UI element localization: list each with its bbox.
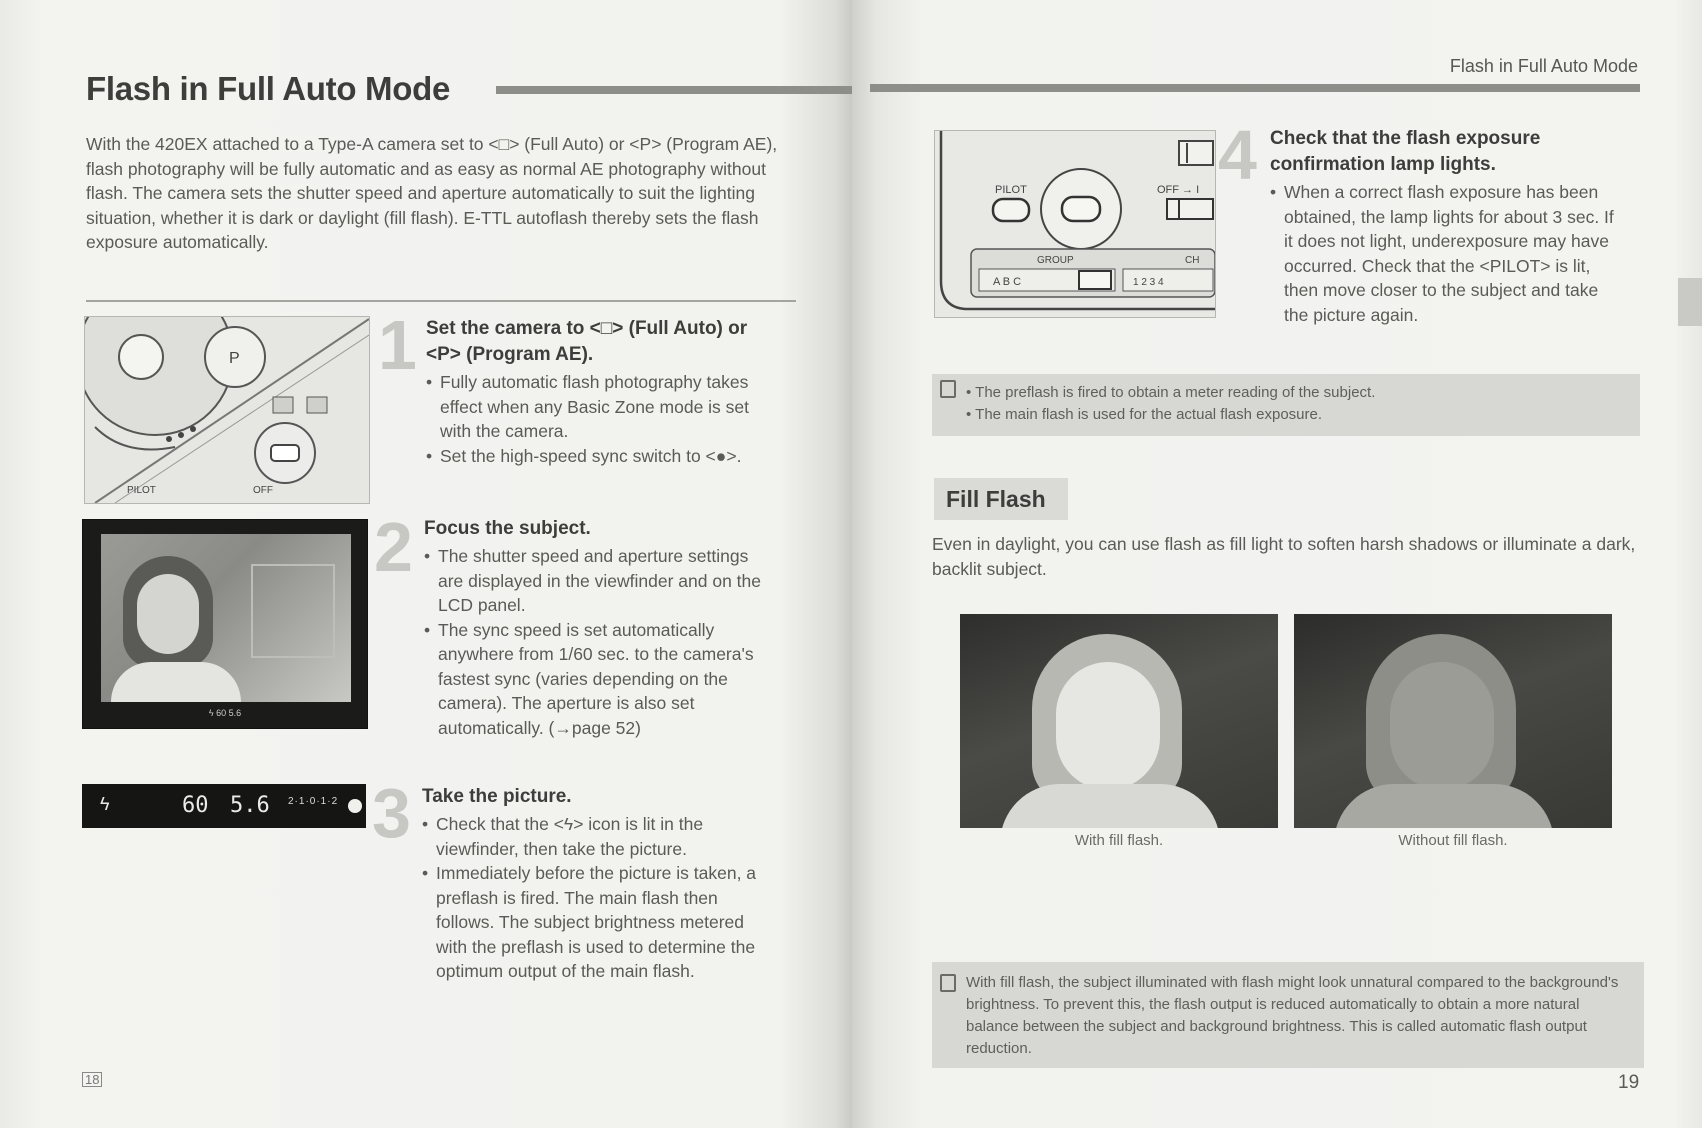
ch-label: CH [1185, 255, 1200, 266]
note-1-text-2: The main flash is used for the actual flash exposure. [975, 406, 1323, 423]
step-2-title: Focus the subject. [424, 518, 591, 539]
note-icon-2 [940, 974, 956, 992]
flash-ready-icon: ϟ [100, 794, 110, 814]
step-1 [426, 316, 776, 468]
photo-with-fill-flash [960, 614, 1278, 828]
note-icon [940, 380, 956, 398]
mode-dial-drawing [85, 317, 369, 503]
title-rule-right [870, 84, 1640, 92]
step-number-2: 2 [374, 508, 413, 586]
title-rule [496, 86, 856, 94]
flash-panel-illustration [934, 130, 1216, 318]
caption-without-fill-flash: Without fill flash. [1398, 832, 1508, 849]
flash-panel-drawing [935, 131, 1215, 317]
photo-1-sweater [1000, 784, 1220, 828]
exposure-scale: 2·1·0·1·2 [288, 796, 339, 807]
photo-2-face [1390, 662, 1494, 790]
page-title: Flash in Full Auto Mode [86, 70, 451, 107]
running-head: Flash in Full Auto Mode [1449, 56, 1638, 76]
page-marker: 18 [82, 1072, 102, 1087]
channel-numbers: 1 2 3 4 [1133, 277, 1164, 288]
step-number-3: 3 [372, 774, 411, 852]
caption-with-fill-flash: With fill flash. [1074, 832, 1164, 849]
flash-confirm-dot [348, 799, 362, 813]
intro-paragraph: With the 420EX attached to a Type-A camera set to <□> (Full Auto) or <P> (Program AE), flash photography will be fully automatic and as easy as normal AE photography without flash. The camera sets the shutter speed and aperture automatically to suit the lighting situation, whether it is dark or daylight (fill flash). E-TTL autoflash thereby sets the flash exposure automatically. [86, 134, 778, 252]
step-2-bullet-1: • The shutter speed and aperture settings are displayed in the viewfinder and on the LCD panel. [424, 544, 776, 618]
step-2-bullet-2: • The sync speed is set automatically anywhere from 1/60 sec. to the camera's fastest sync (varies depending on the camera). The aperture is also set automatically. (→page 52) [424, 618, 776, 741]
step-4-bullet-1: • When a correct flash exposure has been obtained, the lamp lights for about 3 sec. If it does not light, underexposure may have occurred. Check that the <PILOT> is lit, then move closer to the subject and take the picture again. [1270, 180, 1626, 327]
background-frame [251, 564, 335, 658]
group-label: GROUP [1037, 255, 1074, 266]
step-3 [422, 784, 778, 984]
mode-dial-illustration [84, 316, 370, 504]
page-number: 19 [1618, 1072, 1640, 1093]
note-2-text: With fill flash, the subject illuminated with flash might look unnatural compared to the background's brightness. To prevent this, the flash output is reduced automatically to obtain a more natural balance between the subject and background brightness. This is called automatic flash output reduction. [966, 974, 1619, 1057]
step-1-title: Set the camera to <□> (Full Auto) or <P> (Program AE). [426, 318, 748, 365]
step-2 [424, 516, 776, 740]
right-page [852, 0, 1702, 1128]
viewfinder-readout: ϟ 60 5.6 [208, 708, 242, 718]
pilot-label: PILOT [127, 485, 156, 496]
svg-text:P: P [229, 350, 240, 367]
lcd-readout-bar [82, 784, 366, 828]
step-1-bullet-1: • Fully automatic flash photography takes effect when any Basic Zone mode is set with the camera. [426, 370, 776, 444]
viewfinder-image [101, 534, 351, 702]
step-4 [1270, 126, 1626, 327]
fill-flash-description: Even in daylight, you can use flash as fill light to soften harsh shadows or illuminate a dark, backlit subject. [932, 534, 1636, 579]
note-box-preflash [932, 374, 1640, 436]
note-1-line-1: • The preflash is fired to obtain a meter reading of the subject. [966, 384, 1376, 401]
pilot-button-label: PILOT [995, 184, 1027, 196]
off-label: OFF [253, 485, 273, 496]
step-3-title: Take the picture. [422, 786, 572, 807]
step-number-1: 1 [378, 306, 417, 384]
step-3-bullet-1: • Check that the <ϟ> icon is lit in the viewfinder, then take the picture. [422, 812, 778, 861]
step-1-bullet-2: • Set the high-speed sync switch to <●>. [426, 444, 776, 469]
note-1-line-2: • The main flash is used for the actual flash exposure. [966, 406, 1323, 423]
step-3-bullet-2: • Immediately before the picture is taken, a preflash is fired. The main flash then follows. The subject brightness metered with the preflash is used to determine the optimum output of the main flash. [422, 861, 778, 984]
subject-face [137, 574, 199, 654]
step-number-4: 4 [1218, 116, 1257, 194]
group-letters: A B C [993, 276, 1022, 288]
section-heading-fill-flash: Fill Flash [934, 478, 1068, 520]
note-box-flash-output-reduction [932, 962, 1644, 1068]
aperture-value: 5.6 [230, 793, 270, 818]
viewfinder-photo [82, 519, 368, 729]
step-4-title: Check that the flash exposure confirmation lamp lights. [1270, 128, 1541, 175]
edge-tab-marker [1678, 278, 1702, 326]
photo-1-face [1056, 662, 1160, 790]
photo-2-sweater [1334, 784, 1554, 828]
shutter-speed-value: 60 [182, 793, 209, 818]
subject-shoulders [111, 662, 241, 702]
section-divider [86, 300, 796, 302]
photo-without-fill-flash [1294, 614, 1612, 828]
off-switch-label: OFF → I [1157, 184, 1200, 196]
note-1-text-1: The preflash is fired to obtain a meter reading of the subject. [975, 384, 1376, 401]
